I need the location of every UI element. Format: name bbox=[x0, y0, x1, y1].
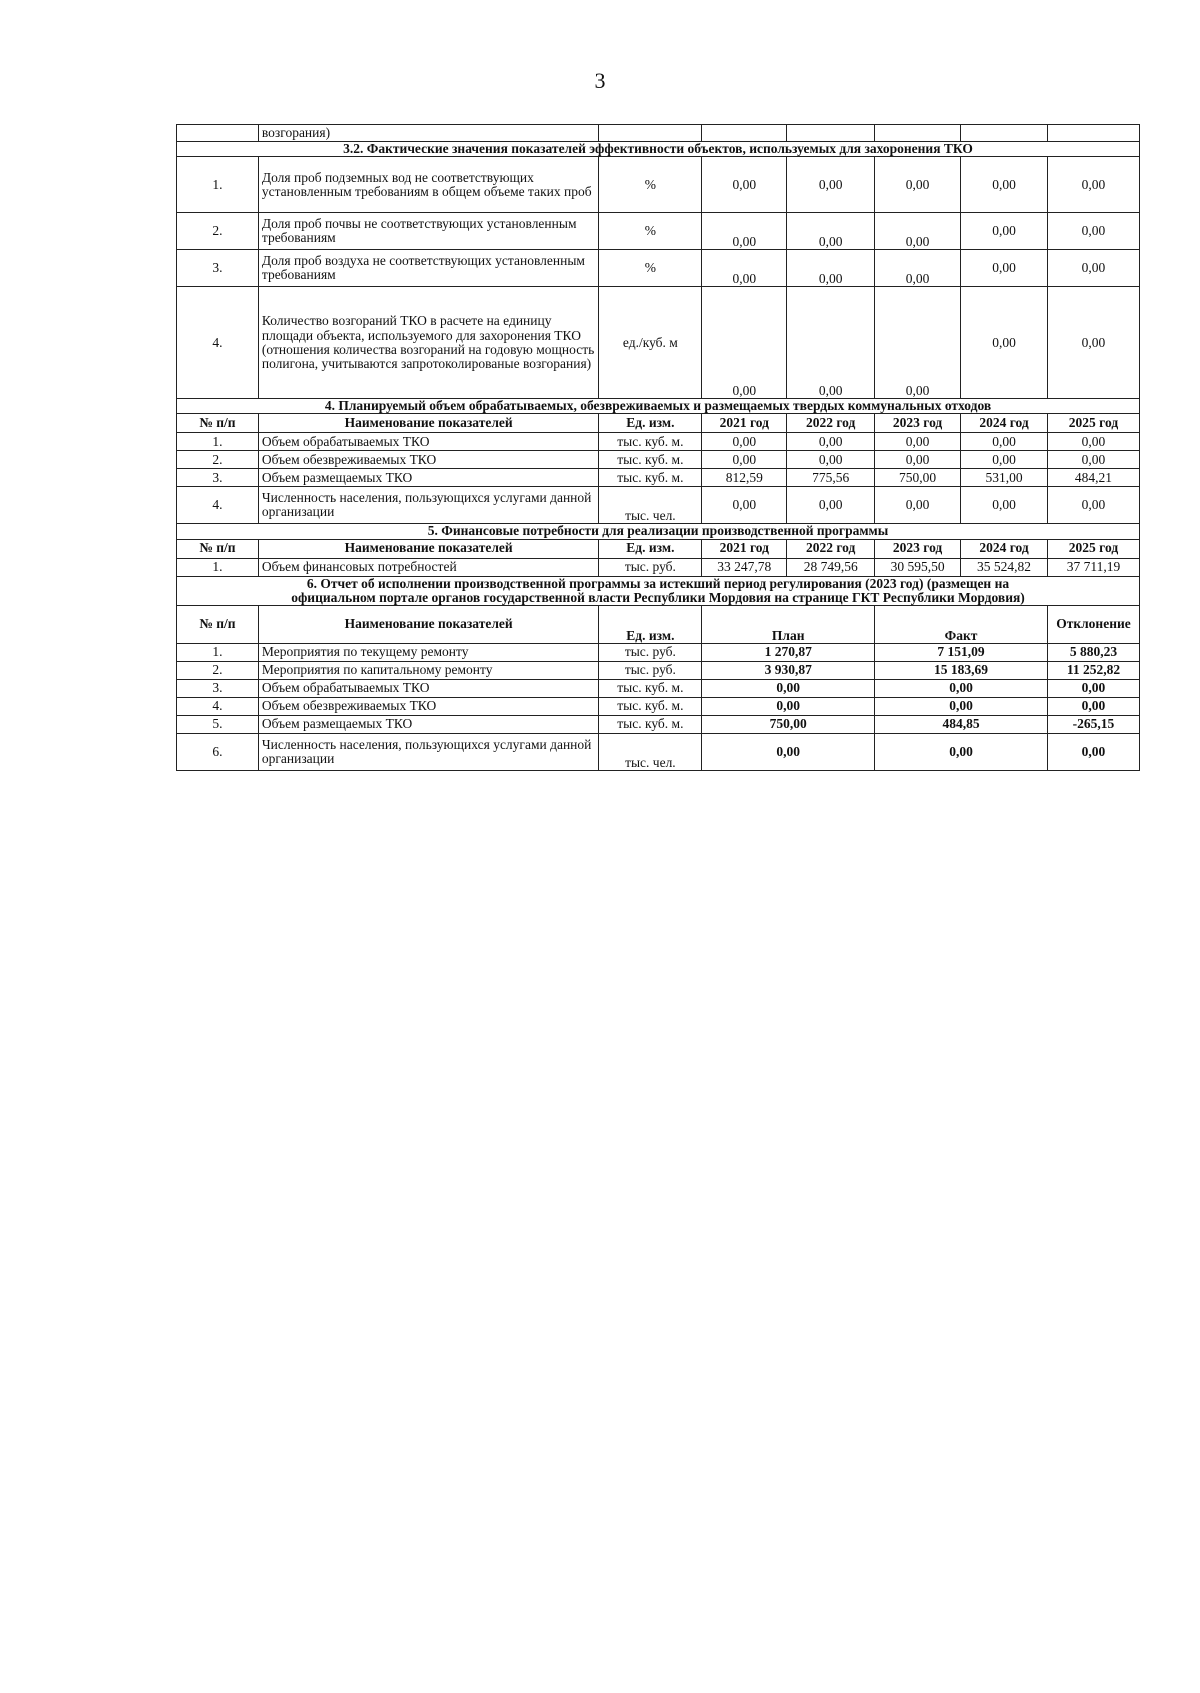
table-row: 3. Объем обрабатываемых ТКО тыс. куб. м. 0,00 0,00 0,00 bbox=[177, 679, 1140, 697]
table-row: 1. Объем финансовых потребностей тыс. руб. 33 247,78 28 749,56 30 595,50 35 524,82 37 711,19 bbox=[177, 558, 1140, 576]
row-name: возгорания) bbox=[258, 125, 599, 142]
section-title-3-2: 3.2. Фактические значения показателей эффективности объектов, используемых для захоронения ТКО bbox=[177, 142, 1140, 157]
table-row: 6. Численность населения, пользующихся услугами данной организации тыс. чел. 0,00 0,00 0,00 bbox=[177, 733, 1140, 770]
table-header-row: № п/п Наименование показателей Ед. изм. 2021 год 2022 год 2023 год 2024 год 2025 год bbox=[177, 539, 1140, 558]
table-row: 2. Объем обезвреживаемых ТКО тыс. куб. м. 0,00 0,00 0,00 0,00 0,00 bbox=[177, 451, 1140, 469]
table-row: 4. Численность населения, пользующихся услугами данной организации тыс. чел. 0,00 0,00 0,00 0,00 0,00 bbox=[177, 487, 1140, 524]
table-row: 4. Объем обезвреживаемых ТКО тыс. куб. м. 0,00 0,00 0,00 bbox=[177, 697, 1140, 715]
table-row: 1. Доля проб подземных вод не соответствующих установленным требованиям в общем объеме таких проб % 0,00 0,00 0,00 0,00 0,00 bbox=[177, 157, 1140, 213]
table-row bbox=[177, 125, 1140, 142]
table-row: 3. Объем размещаемых ТКО тыс. куб. м. 812,59 775,56 750,00 531,00 484,21 bbox=[177, 469, 1140, 487]
table-row: 4. Количество возгораний ТКО в расчете на единицу площади объекта, используемого для захоронения ТКО (отношения количества возгораний на годовую мощность полигона, учитываются запротоколированые возгорания) ед./куб. м 0,00 0,00 0,00 0,00 0,00 bbox=[177, 287, 1140, 399]
table-row: 3. Доля проб воздуха не соответствующих установленным требованиям % 0,00 0,00 0,00 0,00 0,00 bbox=[177, 250, 1140, 287]
report-table bbox=[176, 124, 1140, 771]
table-row: 2. Доля проб почвы не соответствующих установленным требованиям % 0,00 0,00 0,00 0,00 0,00 bbox=[177, 213, 1140, 250]
table-row: 1. Объем обрабатываемых ТКО тыс. куб. м. 0,00 0,00 0,00 0,00 0,00 bbox=[177, 433, 1140, 451]
table-header-row: № п/п Наименование показателей Ед. изм. План Факт Отклонение bbox=[177, 605, 1140, 643]
page-number: 3 bbox=[594, 68, 606, 93]
section-title-5: 5. Финансовые потребности для реализации производственной программы bbox=[177, 524, 1140, 539]
section-title-4: 4. Планируемый объем обрабатываемых, обезвреживаемых и размещаемых твердых коммунальных отходов bbox=[177, 399, 1140, 414]
table-row: 5. Объем размещаемых ТКО тыс. куб. м. 750,00 484,85 -265,15 bbox=[177, 715, 1140, 733]
section-title-6-line1: 6. Отчет об исполнении производственной программы за истекший период регулирования (2023 год) (размещен на bbox=[306, 575, 1010, 591]
table-header-row: № п/п Наименование показателей Ед. изм. 2021 год 2022 год 2023 год 2024 год 2025 год bbox=[177, 414, 1140, 433]
table-row: 2. Мероприятия по капитальному ремонту тыс. руб. 3 930,87 15 183,69 11 252,82 bbox=[177, 661, 1140, 679]
section-title-6-line2: официальном портале органов государственной власти Республики Мордовия на странице ГКТ Республики Мордовия) bbox=[291, 589, 1025, 605]
table-row: 1. Мероприятия по текущему ремонту тыс. руб. 1 270,87 7 151,09 5 880,23 bbox=[177, 643, 1140, 661]
section-title-6 bbox=[177, 576, 1140, 605]
